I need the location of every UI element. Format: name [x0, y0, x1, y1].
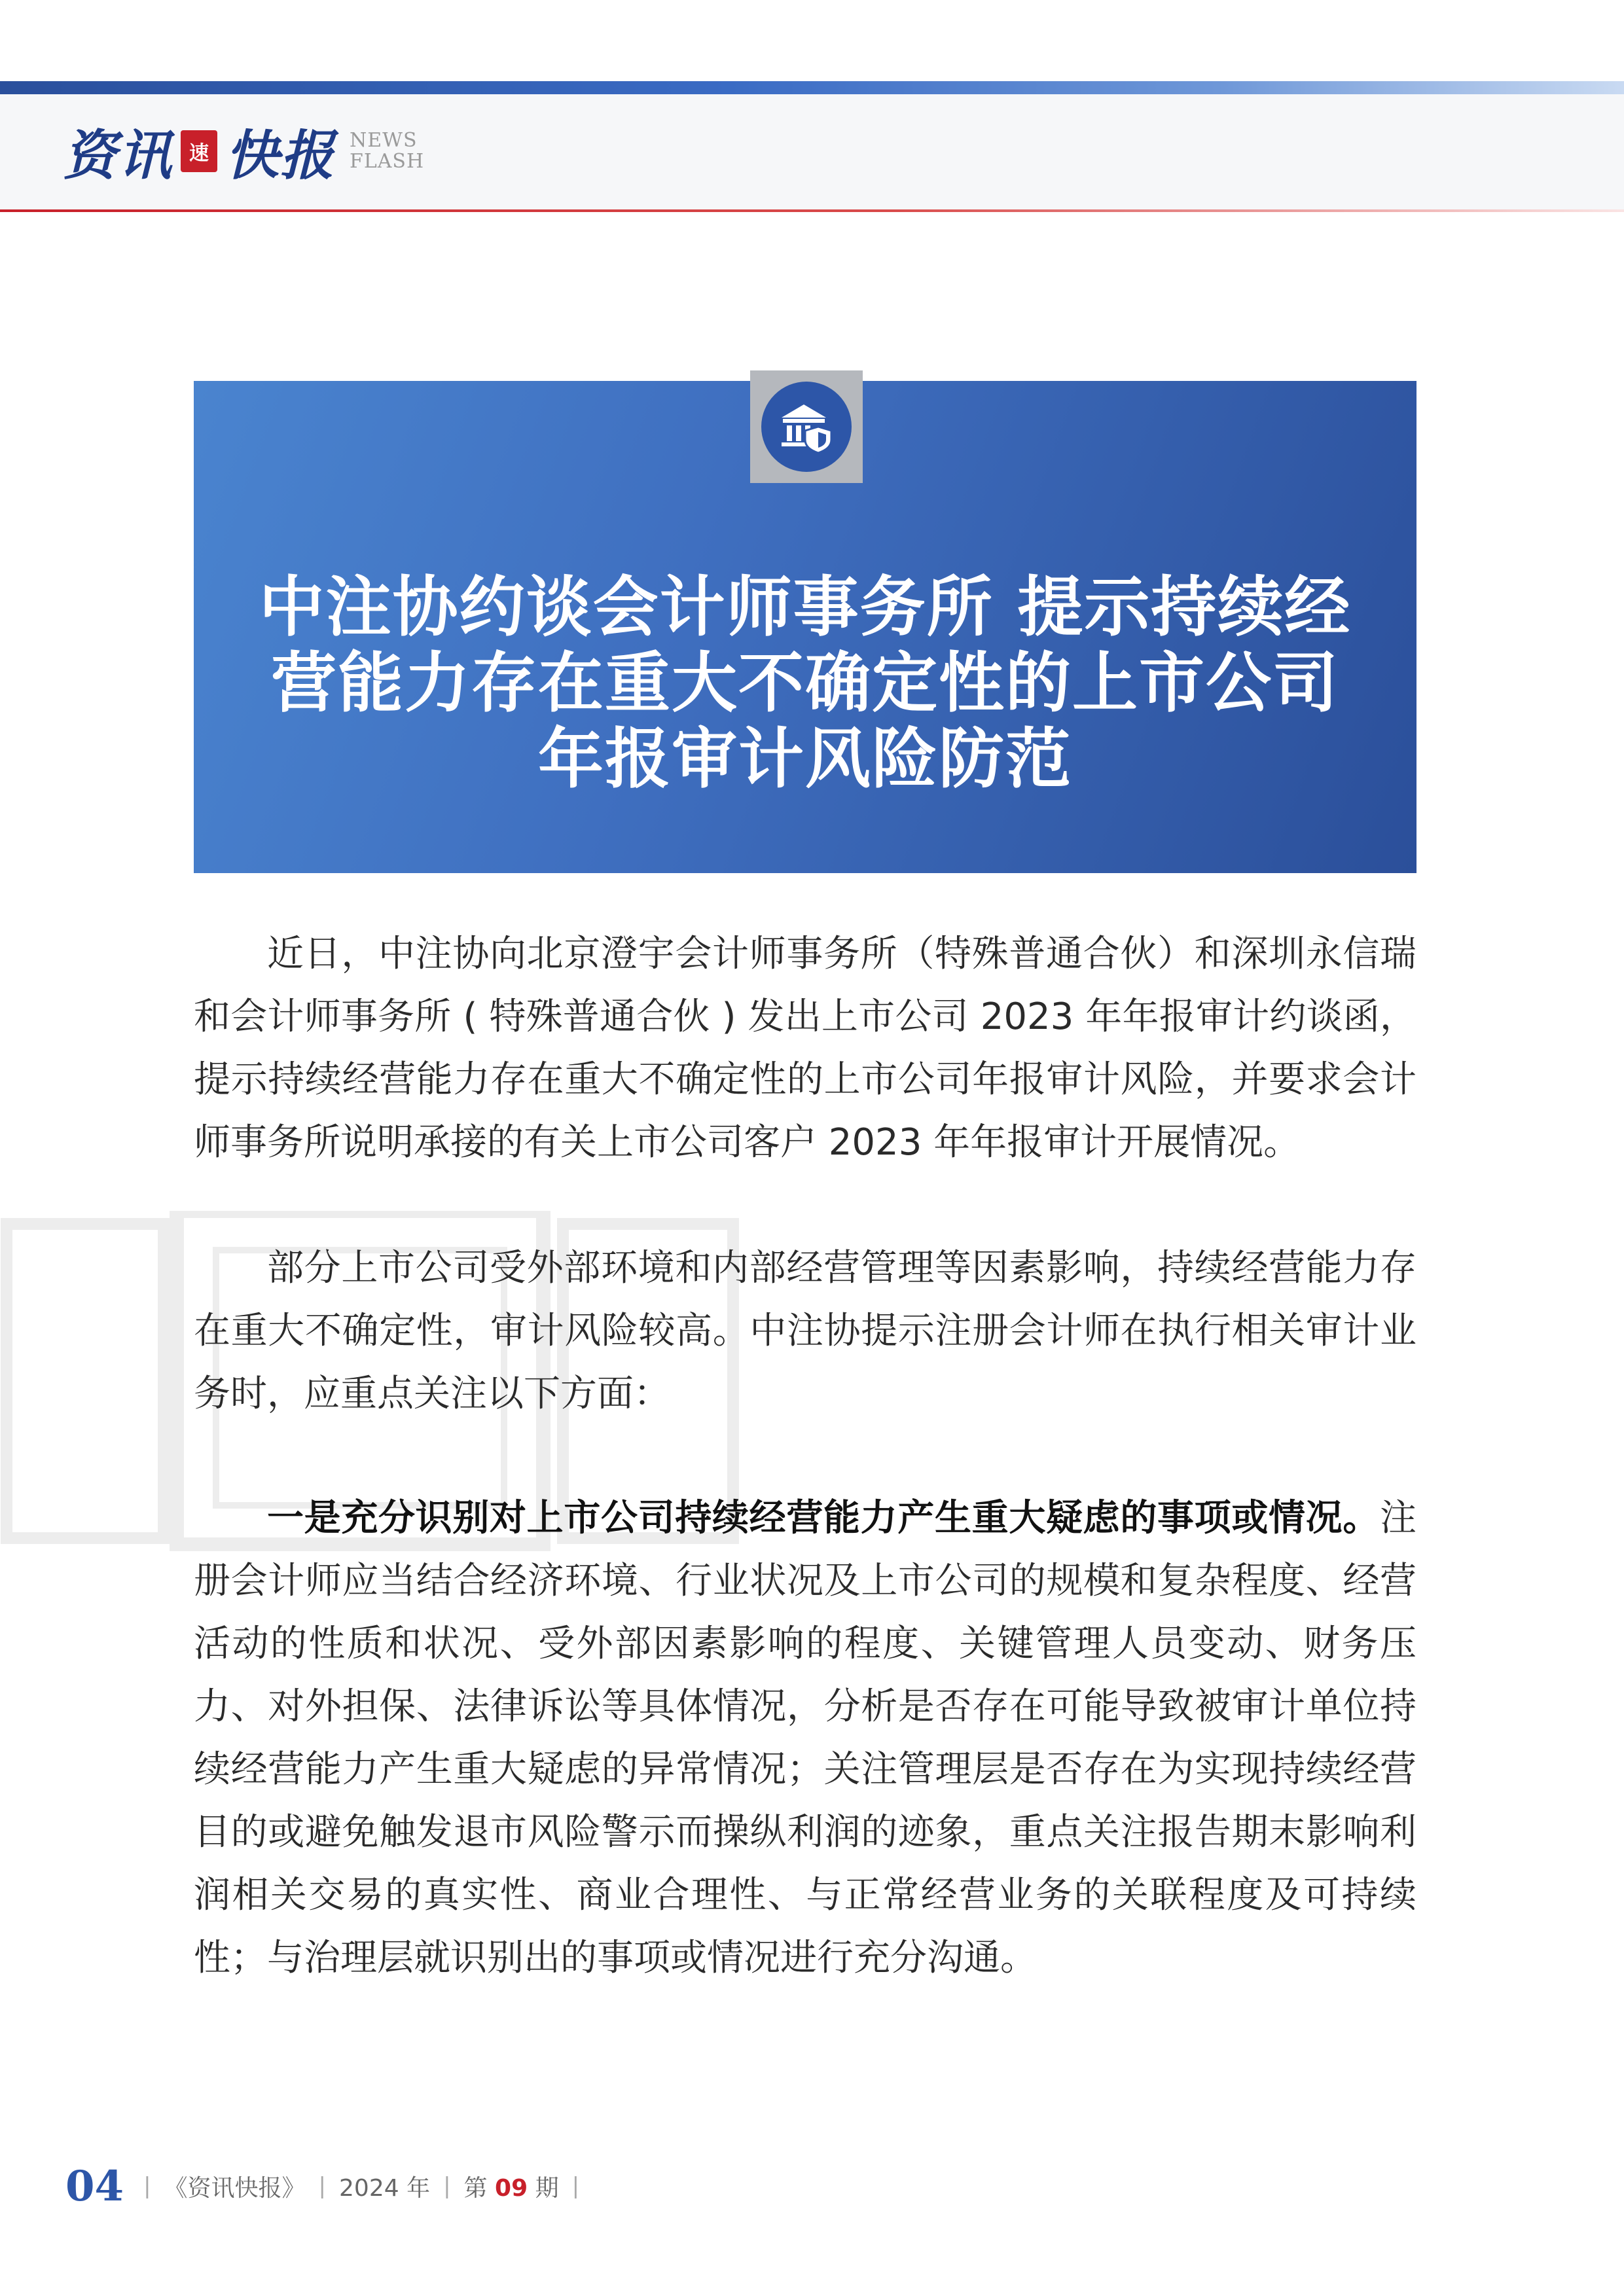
brand-text-right: 快报 — [225, 124, 335, 187]
footer-separator: | — [318, 2173, 327, 2199]
footer-separator: | — [443, 2173, 451, 2199]
header-divider — [0, 209, 1624, 212]
issue-prefix: 第 — [463, 2174, 488, 2202]
issue-number: 09 — [495, 2174, 528, 2202]
footer-separator: | — [571, 2173, 580, 2199]
title-line-2: 营能力存在重大不确定性的上市公司 — [271, 645, 1339, 721]
title-line-3: 年报审计风险防范 — [538, 721, 1072, 797]
article-title — [216, 569, 1394, 797]
paragraph-3-lead: 一是充分识别对上市公司持续经营能力产生重大疑虑的事项或情况。 — [267, 1497, 1380, 1539]
masthead-logo — [63, 115, 424, 187]
brand-seal: 速 — [181, 130, 217, 172]
paragraph-2-text: 部分上市公司受外部环境和内部经营管理等因素影响，持续经营能力存在重大不确定性，审计风险较高。中注协提示注册会计师在执行相关审计业务时，应重点关注以下方面： — [194, 1247, 1416, 1415]
footer-publication: 《资讯快报》 — [164, 2174, 306, 2202]
brand-en-line1: NEWS — [350, 129, 418, 152]
top-accent-bar — [0, 81, 1624, 94]
footer-year: 2024 年 — [339, 2174, 431, 2202]
footer-separator: | — [143, 2173, 151, 2199]
issue-suffix: 期 — [535, 2174, 559, 2202]
bank-shield-icon — [761, 382, 852, 472]
paragraph-3-rest: 注册会计师应当结合经济环境、行业状况及上市公司的规模和复杂程度、经营活动的性质和状况、受外部因素影响的程度、关键管理人员变动、财务压力、对外担保、法律诉讼等具体情况，分析是否存在可能导致被审计单位持续经营能力产生重大疑虑的异常情况；关注管理层是否存在为实现持续经营目的或避免触发退市风险警示而操纵利润的迹象，重点关注报告期末影响利润相关交易的真实性、商业合理性、与正常经营业务的关联程度及可持续性；与治理层就识别出的事项或情况进行充分沟通。 — [194, 1497, 1416, 1979]
footer-issue — [464, 2170, 559, 2203]
paragraph-3-text — [194, 1487, 1416, 1990]
paragraph-1-text: 近日，中注协向北京澄宇会计师事务所（特殊普通合伙）和深圳永信瑞和会计师事务所 ( 特殊普通合伙 ) 发出上市公司 2023 年年报审计约谈函，提示持续经营能力存在重大不确定性的上市公司年报审计风险，并要求会计师事务所说明承接的有关上市公司客户 2023 年年报审计开展情况。 — [194, 933, 1416, 1164]
brand-en-line2: FLASH — [350, 150, 425, 173]
paragraph-2 — [194, 1237, 1416, 1426]
title-line-1: 中注协约谈会计师事务所 提示持续经 — [259, 569, 1352, 645]
page-footer — [65, 2160, 579, 2212]
page-number: 04 — [65, 2161, 124, 2211]
paragraph-1 — [194, 923, 1416, 1174]
brand-english — [350, 130, 424, 172]
brand-text-left: 资讯 — [63, 124, 173, 187]
paragraph-3 — [194, 1487, 1416, 1990]
